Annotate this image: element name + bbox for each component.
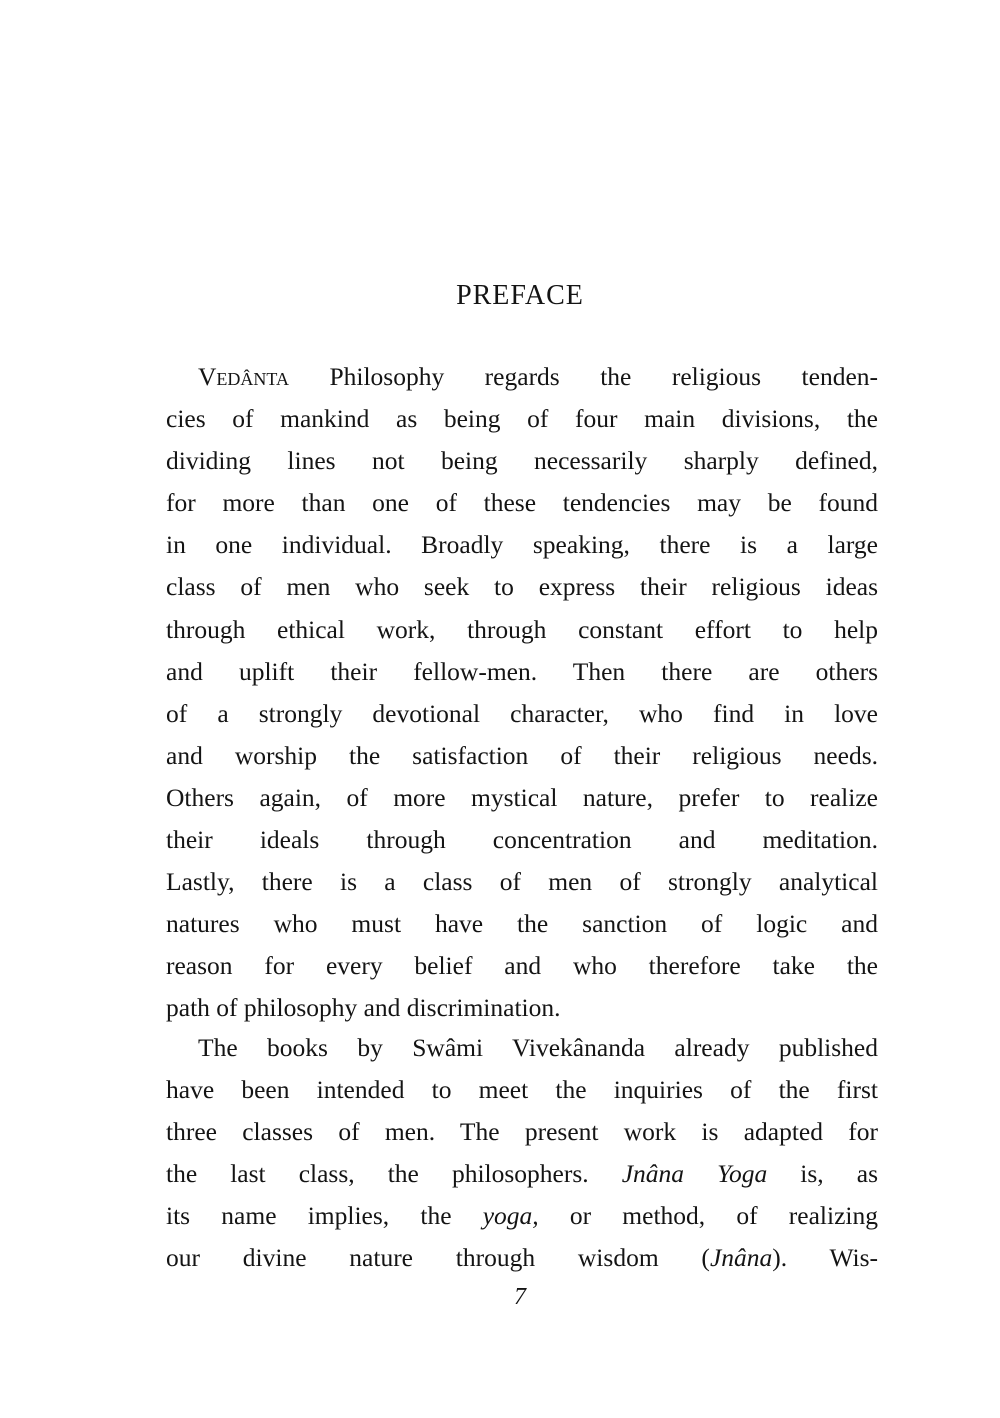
- text-line: its name implies, the yoga, or method, of realizing: [166, 1201, 878, 1231]
- text-line: path of philosophy and discrimination.: [166, 993, 561, 1023]
- page-number: 7: [514, 1284, 526, 1310]
- text-line: through ethical work, through constant effort to help: [166, 614, 878, 644]
- text-line: three classes of men. The present work is adapted for: [166, 1117, 878, 1147]
- text-line: and uplift their fellow-men. Then there are others: [166, 656, 878, 686]
- text-line: natures who must have the sanction of logic and: [166, 909, 878, 939]
- text-line: of a strongly devotional character, who find in love: [166, 698, 878, 728]
- text-line: have been intended to meet the inquiries of the first: [166, 1075, 878, 1105]
- text-line: class of men who seek to express their religious ideas: [166, 572, 878, 602]
- text-line: the last class, the philosophers. Jnâna Yoga is, as: [166, 1159, 878, 1189]
- text-line: Others again, of more mystical nature, prefer to realize: [166, 782, 878, 812]
- text-line: The books by Swâmi Vivekânanda already published: [198, 1033, 878, 1062]
- text-line: their ideals through concentration and meditation.: [166, 825, 878, 855]
- page-heading: PREFACE: [456, 280, 584, 311]
- text-line: reason for every belief and who therefore take the: [166, 951, 878, 981]
- italic-term: Jnâna Yoga: [621, 1159, 768, 1189]
- text-line: dividing lines not being necessarily sharply defined,: [166, 446, 878, 476]
- italic-term: yoga,: [482, 1201, 539, 1231]
- text-line: Vedânta Philosophy regards the religious tenden-: [198, 362, 878, 391]
- text-line: in one individual. Broadly speaking, there is a large: [166, 530, 878, 560]
- lead-word: Vedânta: [198, 362, 289, 391]
- paragraph-first: [166, 356, 878, 1030]
- paragraph-second: [166, 1027, 878, 1280]
- text-line: Lastly, there is a class of men of strongly analytical: [166, 867, 878, 897]
- text-line: our divine nature through wisdom (Jnâna). Wis-: [166, 1243, 878, 1273]
- italic-term: Jnâna: [709, 1243, 773, 1273]
- text-line: for more than one of these tendencies may be found: [166, 488, 878, 518]
- text-line: cies of mankind as being of four main divisions, the: [166, 404, 878, 434]
- text-line: and worship the satisfaction of their religious needs.: [166, 740, 878, 770]
